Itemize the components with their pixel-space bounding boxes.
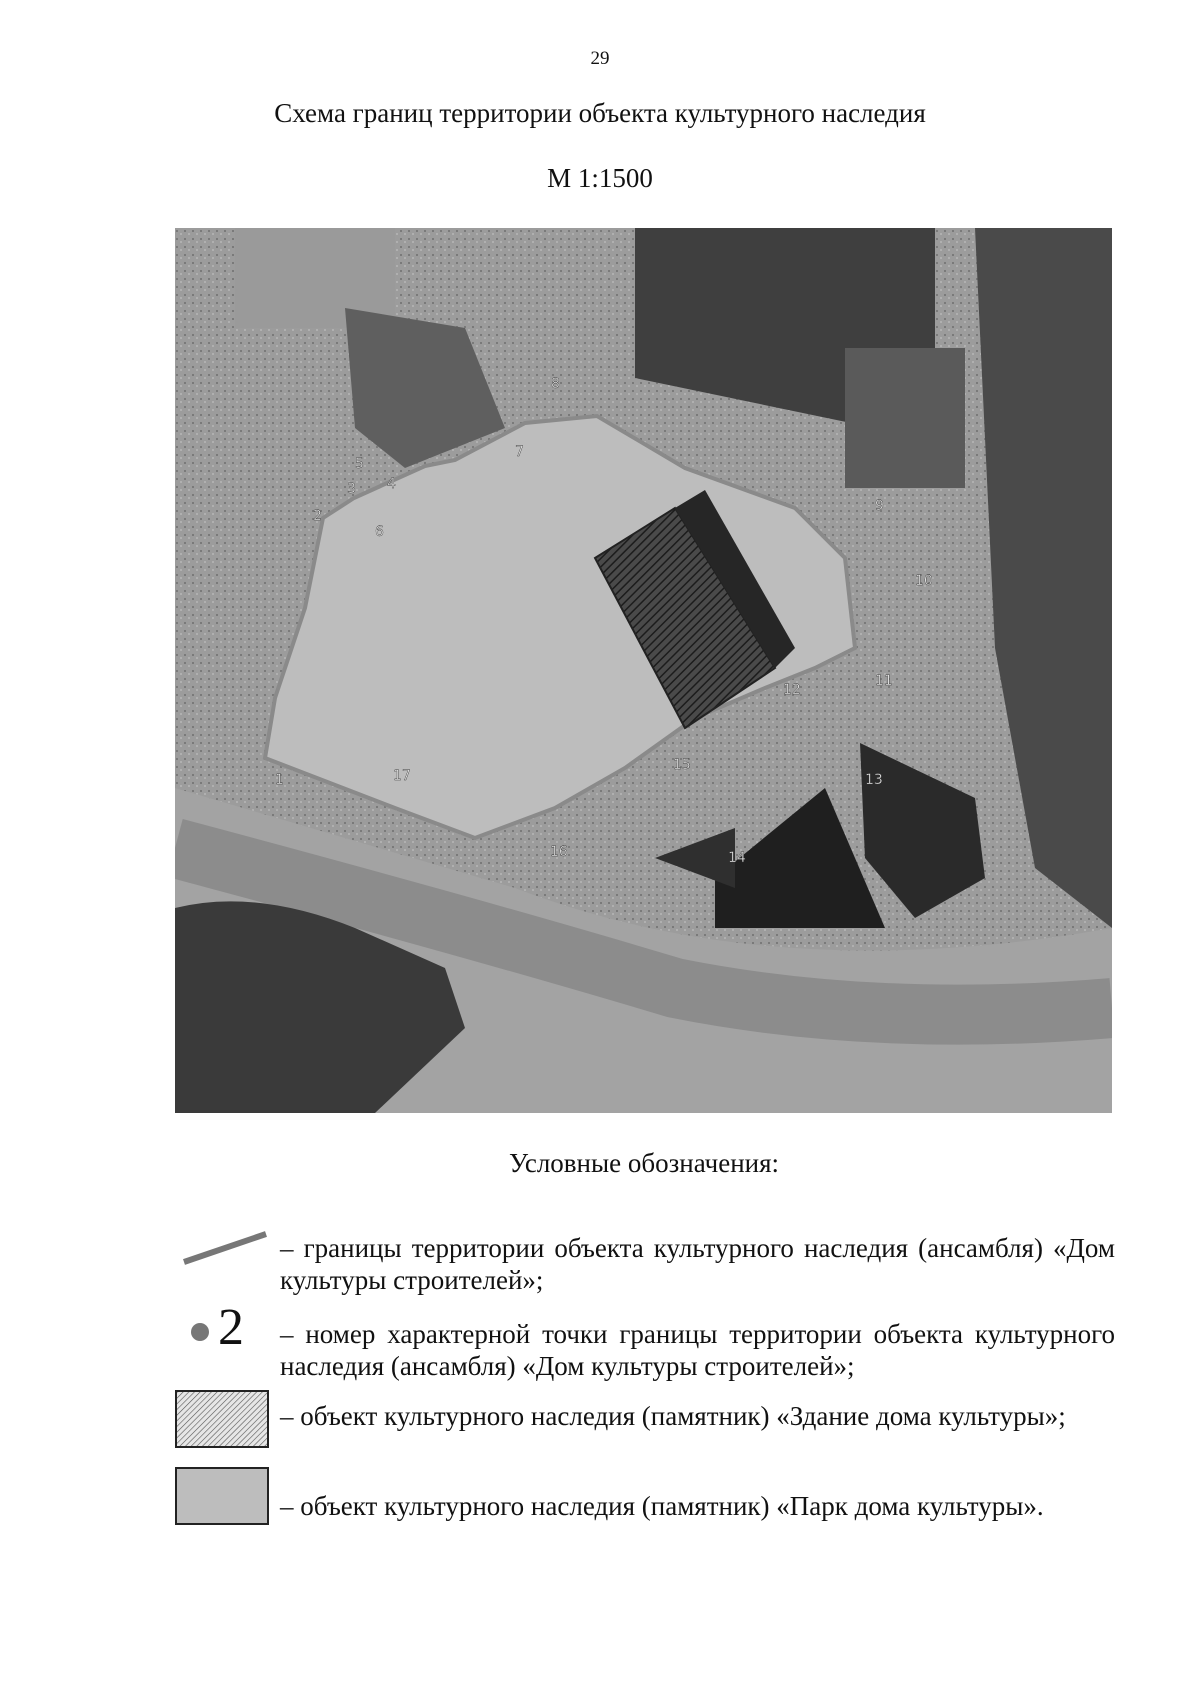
point-label: 16 bbox=[550, 844, 568, 860]
aerial-map bbox=[175, 228, 1112, 1113]
legend-item-building: – объект культурного наследия (памятник) «Здание дома культуры»; bbox=[280, 1401, 1066, 1431]
point-label: 11 bbox=[875, 673, 893, 689]
legend-item-boundary: – границы территории объекта культурного наследия (ансамбля) «Дом культуры строителей»; bbox=[280, 1233, 1115, 1295]
hatched-swatch-icon bbox=[175, 1390, 269, 1448]
point-label: 2 bbox=[313, 508, 322, 524]
legend-title: Условные обозначения: bbox=[508, 1148, 780, 1178]
point-label: 1 bbox=[275, 772, 284, 788]
point-label: 17 bbox=[393, 768, 411, 784]
legend-item-park: – объект культурного наследия (памятник) «Парк дома культуры». bbox=[280, 1491, 1044, 1521]
point-label: 9 bbox=[875, 498, 884, 514]
point-number-icon bbox=[180, 1296, 270, 1352]
point-label: 15 bbox=[673, 757, 691, 773]
building bbox=[845, 348, 965, 488]
point-label: 8 bbox=[551, 376, 560, 392]
boundary-line-icon bbox=[180, 1228, 270, 1268]
point-label: 4 bbox=[387, 476, 396, 492]
page-number: 29 bbox=[590, 48, 610, 69]
point-label: 6 bbox=[375, 524, 384, 540]
park-swatch-icon bbox=[175, 1467, 269, 1525]
page-title: Схема границ территории объекта культурного наследия bbox=[274, 98, 926, 128]
point-number-sample: 2 bbox=[218, 1299, 244, 1352]
point-label: 5 bbox=[355, 456, 364, 472]
point-label: 12 bbox=[783, 682, 801, 698]
point-label: 3 bbox=[347, 481, 356, 497]
point-label: 10 bbox=[915, 573, 933, 589]
point-label: 7 bbox=[515, 444, 524, 460]
map-scale: М 1:1500 bbox=[547, 163, 653, 193]
legend-item-point-number: – номер характерной точки границы территории объекта культурного наследия (ансамбля) «Дом культуры строителей»; bbox=[280, 1319, 1115, 1381]
point-label: 14 bbox=[728, 850, 746, 866]
point-label: 13 bbox=[865, 772, 883, 788]
